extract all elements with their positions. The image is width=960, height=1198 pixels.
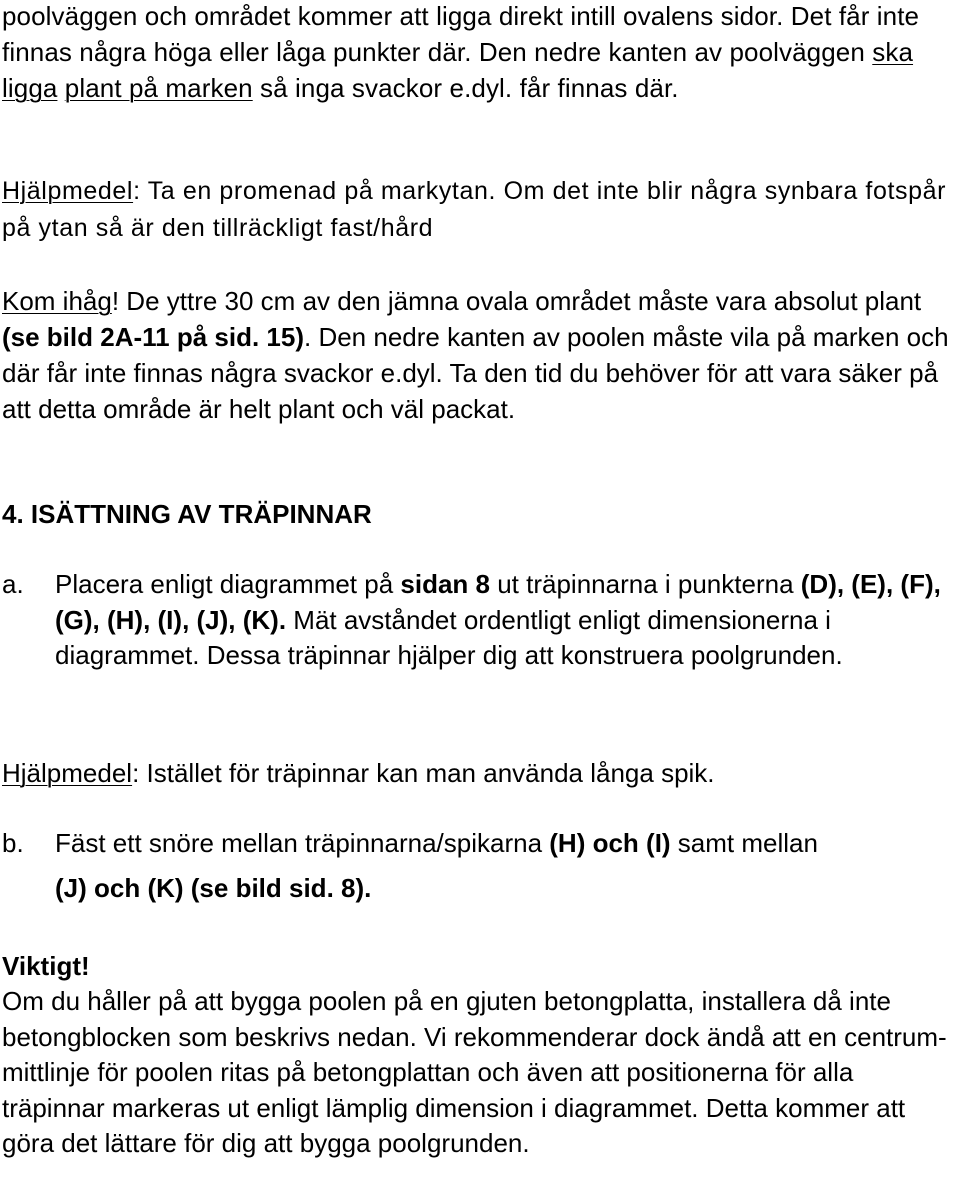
hint-text-2: : Istället för träpinnar kan man använda långa spik. [132,758,715,788]
reminder-text-1: ! De yttre 30 cm av den jämna ovala området måste vara absolut plant [111,286,922,316]
step-b-body [55,825,958,906]
reminder-paragraph [2,283,958,427]
step-a [2,567,958,717]
step-b-line-1 [55,825,958,861]
intro-paragraph [2,0,958,106]
intro-underline-plant: plant på marken [64,73,253,103]
step-a-text-1: Placera enligt diagrammet på [55,569,401,599]
hint-label-1: Hjälpmedel [2,177,134,205]
reminder-text-2: . Den nedre kanten av poolen måste vila på marken och där får inte finnas några svackor e.dyl. Ta den tid du behöver för att vara säker på att detta område är helt plant och väl packat. [2,322,949,424]
important-paragraph: Om du håller på att bygga poolen på en gjuten betongplatta, installera då inte betongblocken som beskrivs nedan. Vi rekommenderar dock ändå att en centrum-mittlinje för poolen ritas på betongplattan och även att positionerna för alla träpinnar markeras ut enligt lämplig dimension i diagrammet. Detta kommer att göra det lättare för dig att bygga poolgrunden. [2,986,947,1158]
step-a-text-2: ut träpinnarna i punkterna [490,569,801,599]
step-a-bold-points: (D), (E), (F), (G), (H), (I), (J), (K). [55,569,941,635]
step-b-text-2: samt mellan [670,828,818,858]
step-b-line-2: (J) och (K) (se bild sid. 8). [55,873,372,903]
step-b [2,825,958,915]
intro-gap [57,73,64,103]
step-a-marker: a. [2,569,24,599]
section-heading: 4. ISÄTTNING AV TRÄPINNAR [2,499,372,529]
step-a-body [55,567,958,674]
intro-text-2: så inga svackor e.dyl. får finnas där. [252,73,679,103]
hint-paragraph-2 [2,755,958,791]
step-b-text-1: Fäst ett snöre mellan träpinnarna/spikarna [55,828,550,858]
step-a-bold-page: sidan 8 [400,569,490,599]
step-a-text-3: Mät avståndet ordentligt enligt dimensionerna i diagrammet. Dessa träpinnar hjälper dig att konstruera poolgrunden. [55,604,843,670]
hint-text-1: : Ta en promenad på markytan. Om det inte blir några synbara fotspår på ytan så är den tillräckligt fast/hård [2,177,947,242]
important-title: Viktigt! [2,951,90,981]
reminder-label: Kom ihåg [2,286,112,316]
hint-label-2: Hjälpmedel [2,758,133,788]
reminder-bold-ref: (se bild 2A-11 på sid. 15) [2,322,304,352]
step-b-bold-hi: (H) och (I) [549,828,671,858]
intro-underline-ska-ligga: ska ligga [2,37,914,103]
step-b-marker: b. [2,828,24,858]
intro-text-1: poolväggen och området kommer att ligga direkt intill ovalens sidor. Det får inte finnas några höga eller låga punkter där. Den nedre kanten av poolväggen [2,1,920,67]
hint-paragraph-1 [2,173,958,246]
